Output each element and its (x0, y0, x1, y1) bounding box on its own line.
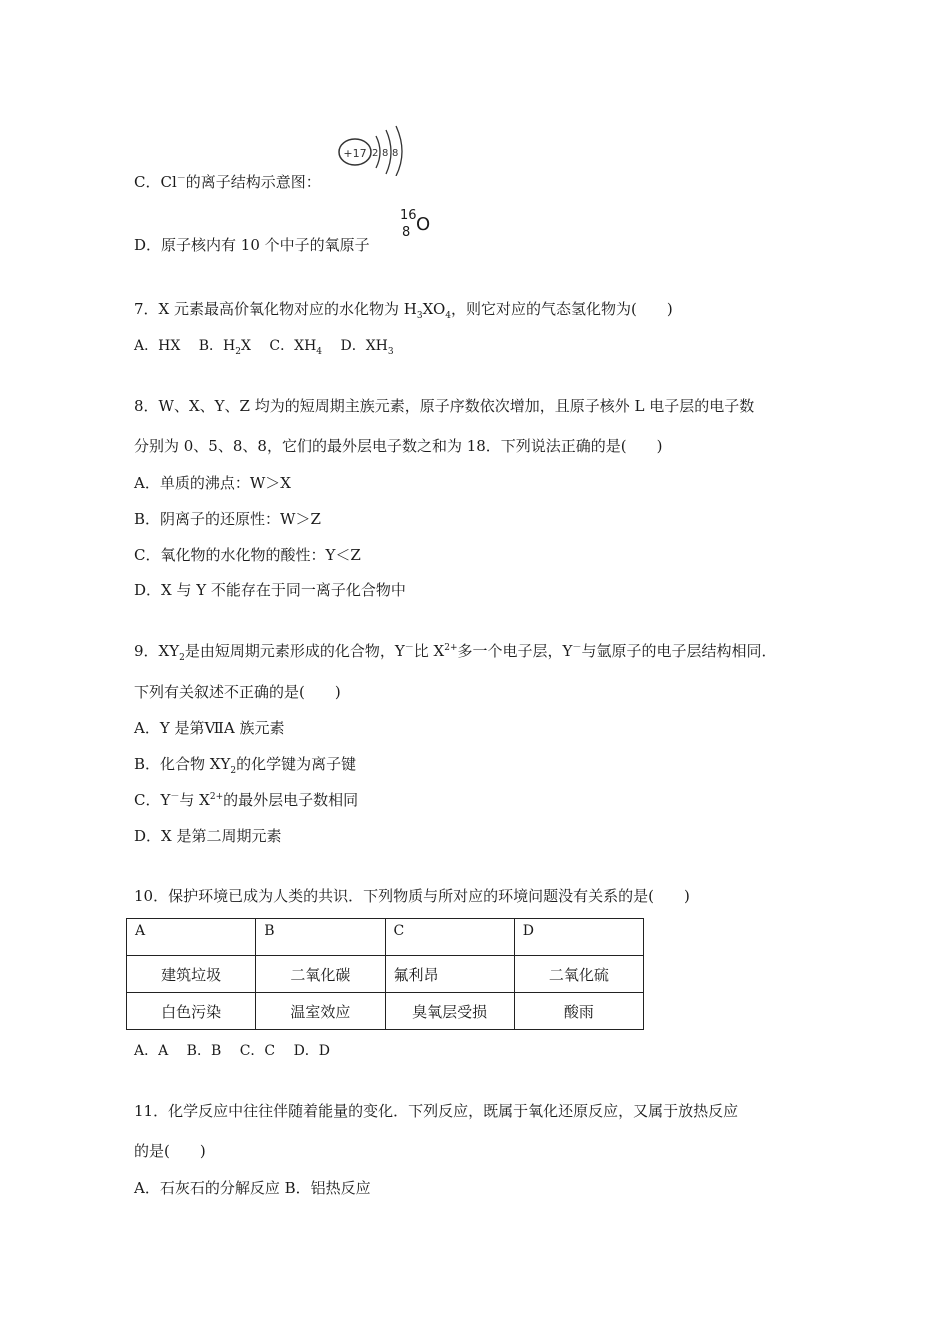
q10-options-table (126, 918, 644, 1030)
q7-stem-sub2: 4 (445, 311, 452, 321)
q8-option-a: A．单质的沸点：W＞X (134, 474, 291, 492)
q9-stem-line-2: 下列有关叙述不正确的是( ) (134, 683, 341, 701)
table-cell: 酸雨 (514, 993, 643, 1030)
table-cell: 臭氧层受损 (385, 993, 514, 1030)
q9-s5: 与氩原子的电子层结构相同． (581, 642, 777, 660)
ion-nucleus-label: +17 (343, 147, 367, 160)
q6-option-c (134, 172, 321, 192)
table-header-c: C (385, 919, 514, 956)
q9-optc-c: 的最外层电子数相同 (223, 791, 359, 809)
q9-s2-sup: － (404, 643, 414, 653)
table-row (127, 956, 644, 993)
chloride-ion-structure-diagram (334, 122, 414, 176)
table-cell: 二氧化碳 (256, 956, 385, 993)
q7-options (134, 336, 394, 356)
shell-2-count: 8 (382, 148, 389, 159)
table-cell: 二氧化硫 (514, 956, 643, 993)
isotope-atomic-number: 8 (402, 225, 411, 240)
q8-stem-line-2: 分别为 0、5、8、8，它们的最外层电子数之和为 18．下列说法正确的是( ) (134, 437, 663, 455)
q7-stem-b: XO (422, 300, 446, 318)
q8-option-c: C．氧化物的水化物的酸性：Y＜Z (134, 546, 361, 564)
q7-opts-sub3: 3 (387, 346, 394, 357)
table-cell: 建筑垃圾 (127, 956, 256, 993)
table-row (127, 993, 644, 1030)
q7-stem-a: 7．X 元素最高价氧化物对应的水化物为 H (134, 300, 417, 318)
q9-option-d: D．X 是第二周期元素 (134, 827, 282, 845)
q9-option-c (134, 790, 358, 810)
q8-option-b: B．阴离子的还原性：W＞Z (134, 510, 321, 528)
q7-opts-sub2: 4 (316, 346, 323, 357)
q9-optc-sup1: － (170, 792, 180, 802)
q6-option-d: D．原子核内有 10 个中子的氧原子 (134, 236, 370, 254)
table-header-a: A (127, 919, 256, 956)
table-header-d: D (514, 919, 643, 956)
q9-s3: 比 X (413, 642, 445, 660)
shell-3-count: 8 (392, 148, 399, 159)
q10-answer-options: A．A B．B C．C D．D (134, 1043, 331, 1059)
table-row (127, 919, 644, 956)
q9-s1: 9．XY (134, 642, 180, 660)
q9-stem-line-1 (134, 641, 776, 661)
table-cell: 温室效应 (256, 993, 385, 1030)
q11-options: A．石灰石的分解反应 B．铝热反应 (134, 1179, 371, 1197)
q9-s4-sup: － (572, 643, 582, 653)
q7-stem (134, 299, 673, 319)
isotope-symbol: O (416, 214, 431, 235)
q9-optb-b: 的化学键为离子键 (236, 755, 357, 773)
q9-optc-a: C．Y (134, 791, 171, 809)
q7-stem-sub1: 3 (416, 311, 423, 321)
table-cell: 白色污染 (127, 993, 256, 1030)
q10-stem: 10．保护环境已成为人类的共识．下列物质与所对应的环境问题没有关系的是( ) (134, 887, 690, 905)
q9-optc-b: 与 X (179, 791, 210, 809)
table-cell: 氟利昂 (385, 956, 514, 993)
q8-option-d: D．X 与 Y 不能存在于同一离子化合物中 (134, 581, 406, 599)
q9-option-b (134, 754, 356, 774)
q11-stem-line-1: 11．化学反应中往往伴随着能量的变化．下列反应，既属于氧化还原反应，又属于放热反应 (134, 1102, 739, 1120)
q6-option-c-suffix: 的离子结构示意图： (185, 173, 321, 191)
q6-option-c-sup: － (176, 174, 186, 184)
q7-opts-a: A．HX B．H (134, 338, 236, 354)
q7-stem-c: ，则它对应的气态氢化物为( ) (451, 300, 673, 318)
q9-option-a: A．Y 是第ⅦA 族元素 (134, 719, 285, 737)
q9-s4: 多一个电子层，Y (457, 642, 573, 660)
q7-opts-b: X C．XH (240, 338, 317, 354)
table-header-b: B (256, 919, 385, 956)
q9-optc-sup2: 2+ (209, 792, 224, 802)
oxygen-isotope-notation (400, 208, 434, 242)
q9-s2: 是由短周期元素形成的化合物，Y (184, 642, 405, 660)
q9-s1-sub: 2 (179, 653, 185, 663)
q9-optb-a: B．化合物 XY (134, 755, 231, 773)
q7-opts-c: D．XH (322, 338, 388, 354)
q9-s3-sup: 2+ (444, 643, 458, 653)
q11-stem-line-2: 的是( ) (134, 1142, 206, 1160)
q7-opts-sub1: 2 (235, 346, 241, 357)
q9-optb-sub: 2 (230, 766, 237, 776)
isotope-mass-number: 16 (400, 208, 417, 223)
q6-option-c-prefix: C．Cl (134, 173, 177, 191)
q8-stem-line-1: 8．W、X、Y、Z 均为的短周期主族元素，原子序数依次增加，且原子核外 L 电子层的电子数 (134, 397, 755, 415)
shell-1-count: 2 (372, 148, 379, 159)
